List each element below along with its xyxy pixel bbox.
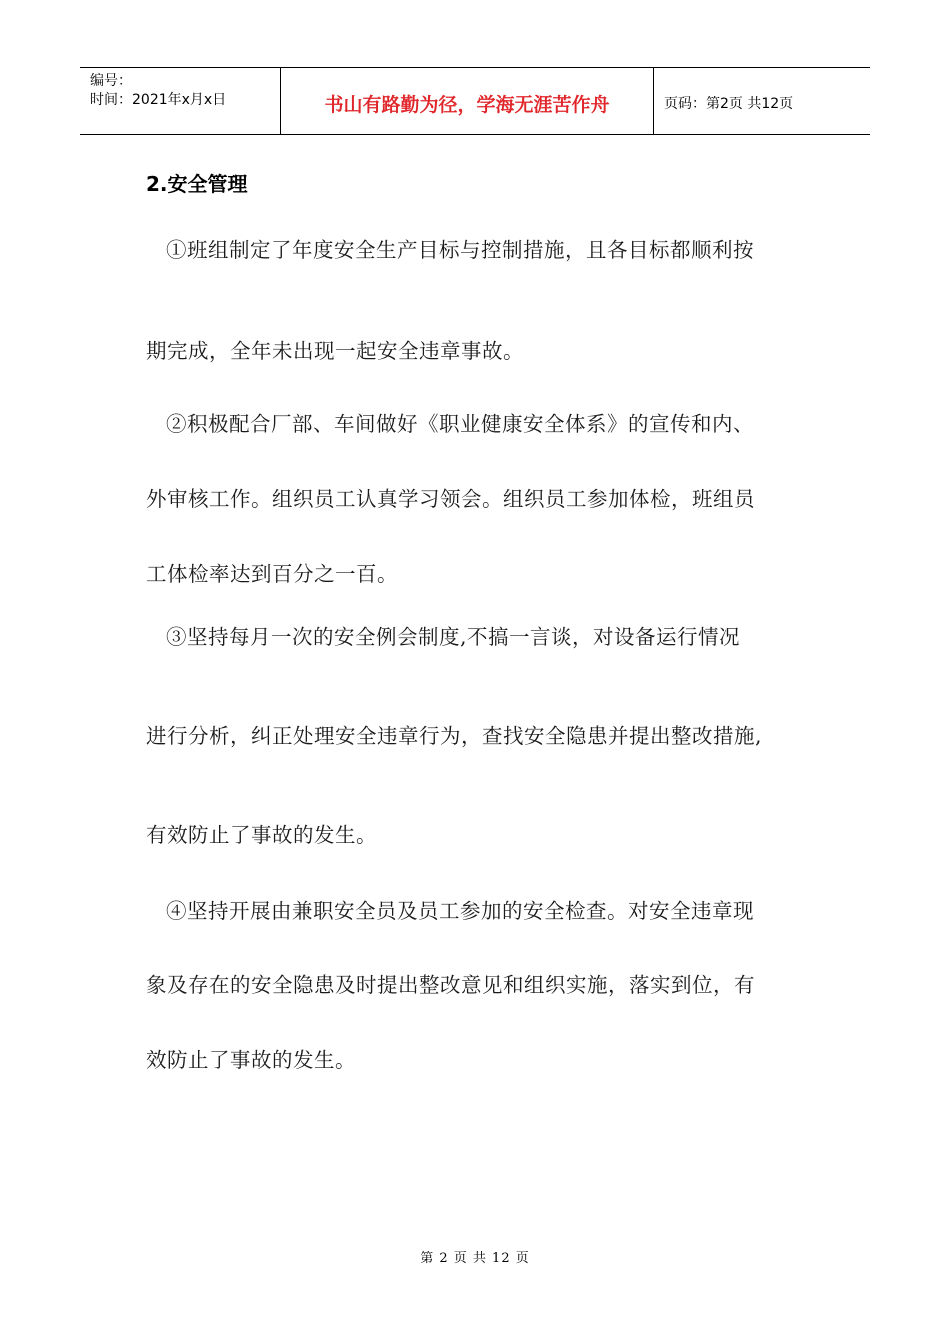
paragraph-2-line-1: ②积极配合厂部、车间做好《职业健康安全体系》的宣传和内、 <box>166 412 754 436</box>
document-header <box>80 67 870 135</box>
document-time-label: 时间：2021年x月x日 <box>90 92 227 108</box>
paragraph-2-line-3: 工体检率达到百分之一百。 <box>146 562 398 586</box>
paragraph-4-line-2: 象及存在的安全隐患及时提出整改意见和组织实施，落实到位，有 <box>146 973 755 997</box>
document-number-label: 编号： <box>90 73 132 89</box>
paragraph-1-line-1: ①班组制定了年度安全生产目标与控制措施，且各目标都顺利按 <box>166 238 754 262</box>
paragraph-3-line-3: 有效防止了事故的发生。 <box>146 823 377 847</box>
paragraph-1-line-2: 期完成，全年未出现一起安全违章事故。 <box>146 339 524 363</box>
section-title: 2.安全管理 <box>146 172 248 196</box>
paragraph-2-line-2: 外审核工作。组织员工认真学习领会。组织员工参加体检，班组员 <box>146 487 755 511</box>
header-motto: 书山有路勤为径，学海无涯苦作舟 <box>281 68 654 134</box>
paragraph-3-line-1: ③坚持每月一次的安全例会制度,不搞一言谈，对设备运行情况 <box>166 625 741 649</box>
paragraph-4-line-1: ④坚持开展由兼职安全员及员工参加的安全检查。对安全违章现 <box>166 899 754 923</box>
paragraph-3-line-2: 进行分析，纠正处理安全违章行为，查找安全隐患并提出整改措施, <box>146 724 763 748</box>
page-footer: 第 2 页 共 12 页 <box>420 1251 530 1266</box>
header-meta-cell <box>80 68 281 134</box>
paragraph-4-line-3: 效防止了事故的发生。 <box>146 1048 356 1072</box>
header-page-info: 页码：第2页 共12页 <box>664 96 794 112</box>
